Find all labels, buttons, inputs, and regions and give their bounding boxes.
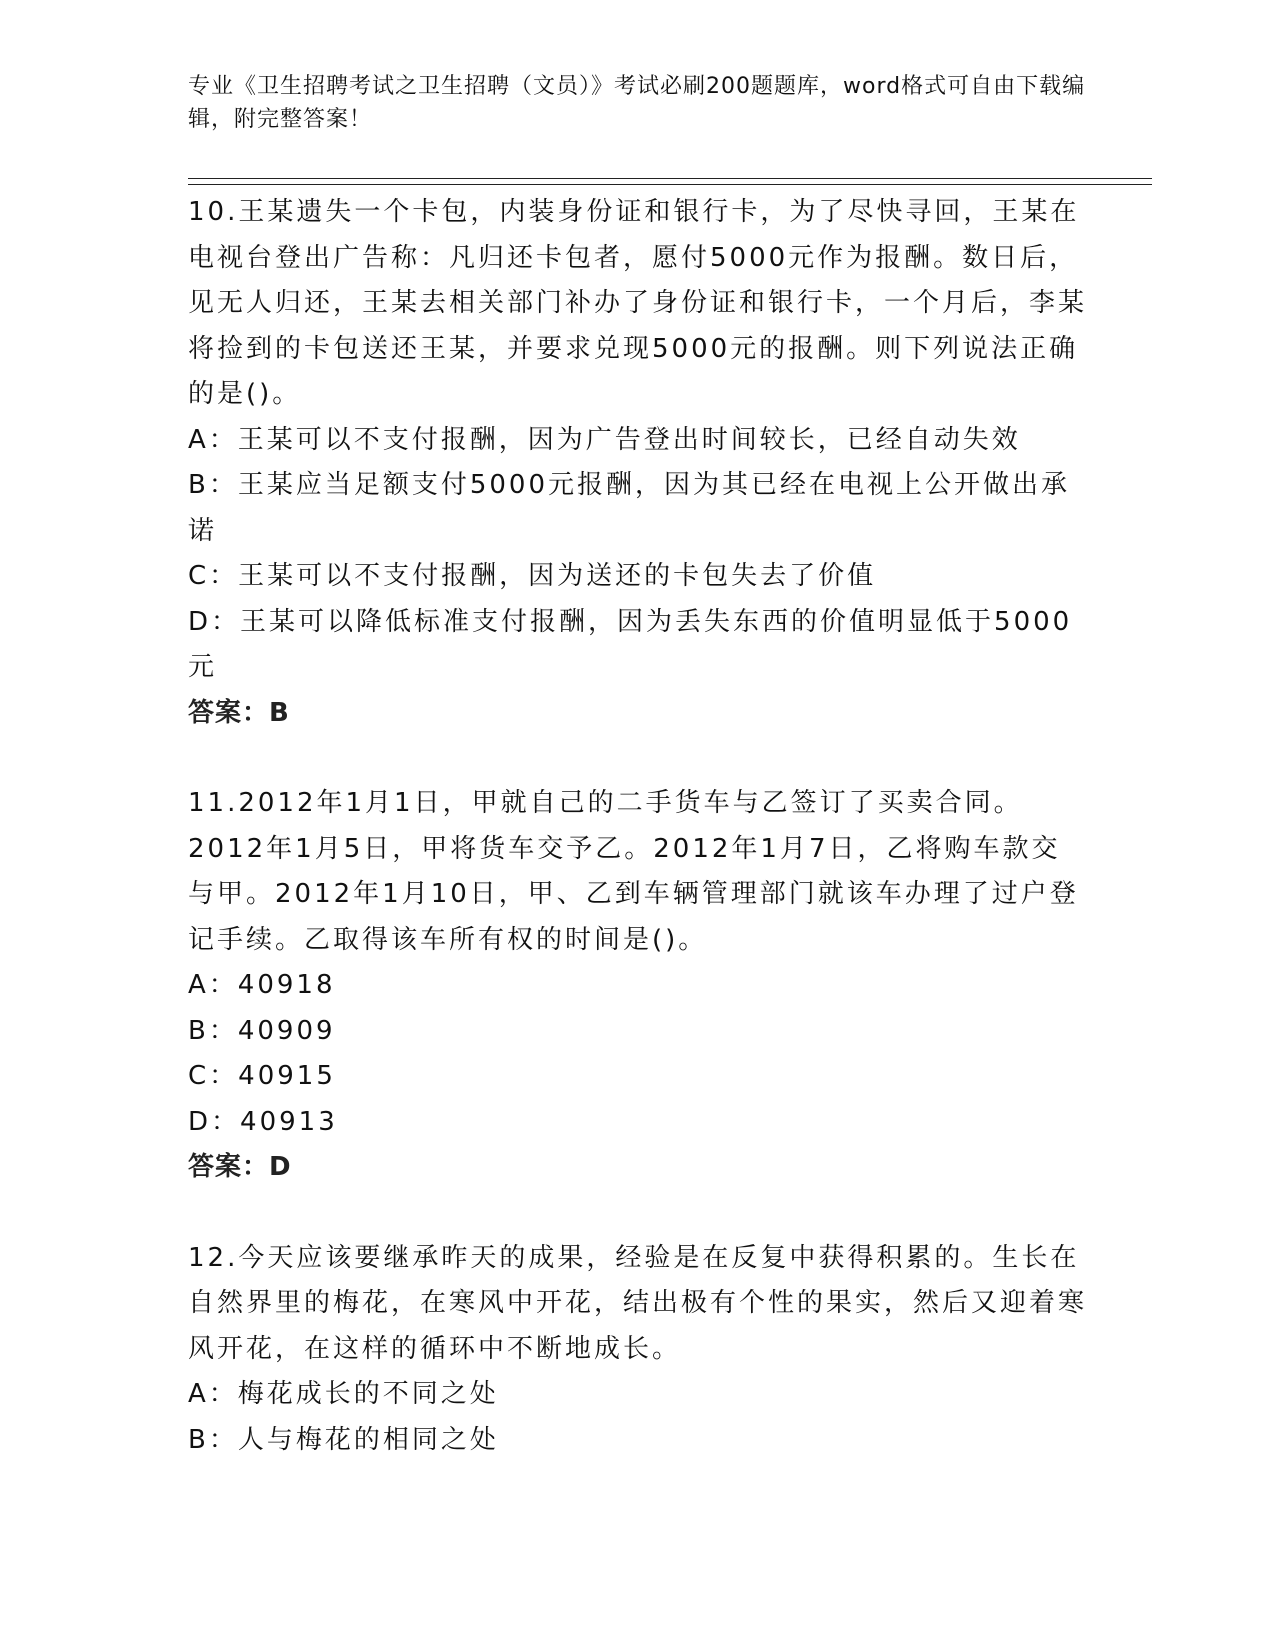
option-c: C：王某可以不支付报酬，因为送还的卡包失去了价值 <box>188 561 877 591</box>
option-a: A：王某可以不支付报酬，因为广告登出时间较长，已经自动失效 <box>188 424 1021 455</box>
header-rule-top <box>188 178 1152 179</box>
question-spacer <box>188 736 1088 781</box>
question-stem: 11.2012年1月1日，甲就自己的二手货车与乙签订了买卖合同。2012年1月5日，甲将货车交予乙。2012年1月7日，乙将购车款交与甲。2012年1月10日，甲、乙到车辆管理部门就该车办理了过户登记手续。乙取得该车所有权的时间是()。 <box>188 788 1079 955</box>
option-c: C：40915 <box>188 1061 336 1091</box>
header-rule-bottom <box>188 184 1152 185</box>
option-b: B：40909 <box>188 1015 336 1046</box>
question-10 <box>188 190 1088 736</box>
question-stem: 12.今天应该要继承昨天的成果，经验是在反复中获得积累的。生长在自然界里的梅花，在寒风中开花，结出极有个性的果实，然后又迎着寒风开花，在这样的循环中不断地成长。 <box>188 1242 1088 1364</box>
option-a: A：梅花成长的不同之处 <box>188 1379 499 1409</box>
option-d: D：40913 <box>188 1106 338 1137</box>
document-header: 专业《卫生招聘考试之卫生招聘（文员）》考试必刷200题题库，word格式可自由下载编辑，附完整答案！ <box>188 74 1086 132</box>
option-d: D：王某可以降低标准支付报酬，因为丢失东西的价值明显低于5000元 <box>188 606 1073 682</box>
question-stem: 10.王某遗失一个卡包，内装身份证和银行卡，为了尽快寻回，王某在电视台登出广告称：凡归还卡包者，愿付5000元作为报酬。数日后，见无人归还，王某去相关部门补办了身份证和银行卡，一个月后，李某将捡到的卡包送还王某，并要求兑现5000元的报酬。则下列说法正确的是()。 <box>188 197 1088 409</box>
option-b: B：王某应当足额支付5000元报酬，因为其已经在电视上公开做出承诺 <box>188 470 1071 546</box>
option-a: A：40918 <box>188 970 336 1000</box>
question-spacer <box>188 1191 1088 1236</box>
answer-line: 答案：B <box>188 697 290 728</box>
question-12 <box>188 1236 1088 1464</box>
option-b: B：人与梅花的相同之处 <box>188 1424 499 1455</box>
question-list <box>188 190 1088 1463</box>
question-11 <box>188 781 1088 1191</box>
answer-line: 答案：D <box>188 1152 292 1182</box>
